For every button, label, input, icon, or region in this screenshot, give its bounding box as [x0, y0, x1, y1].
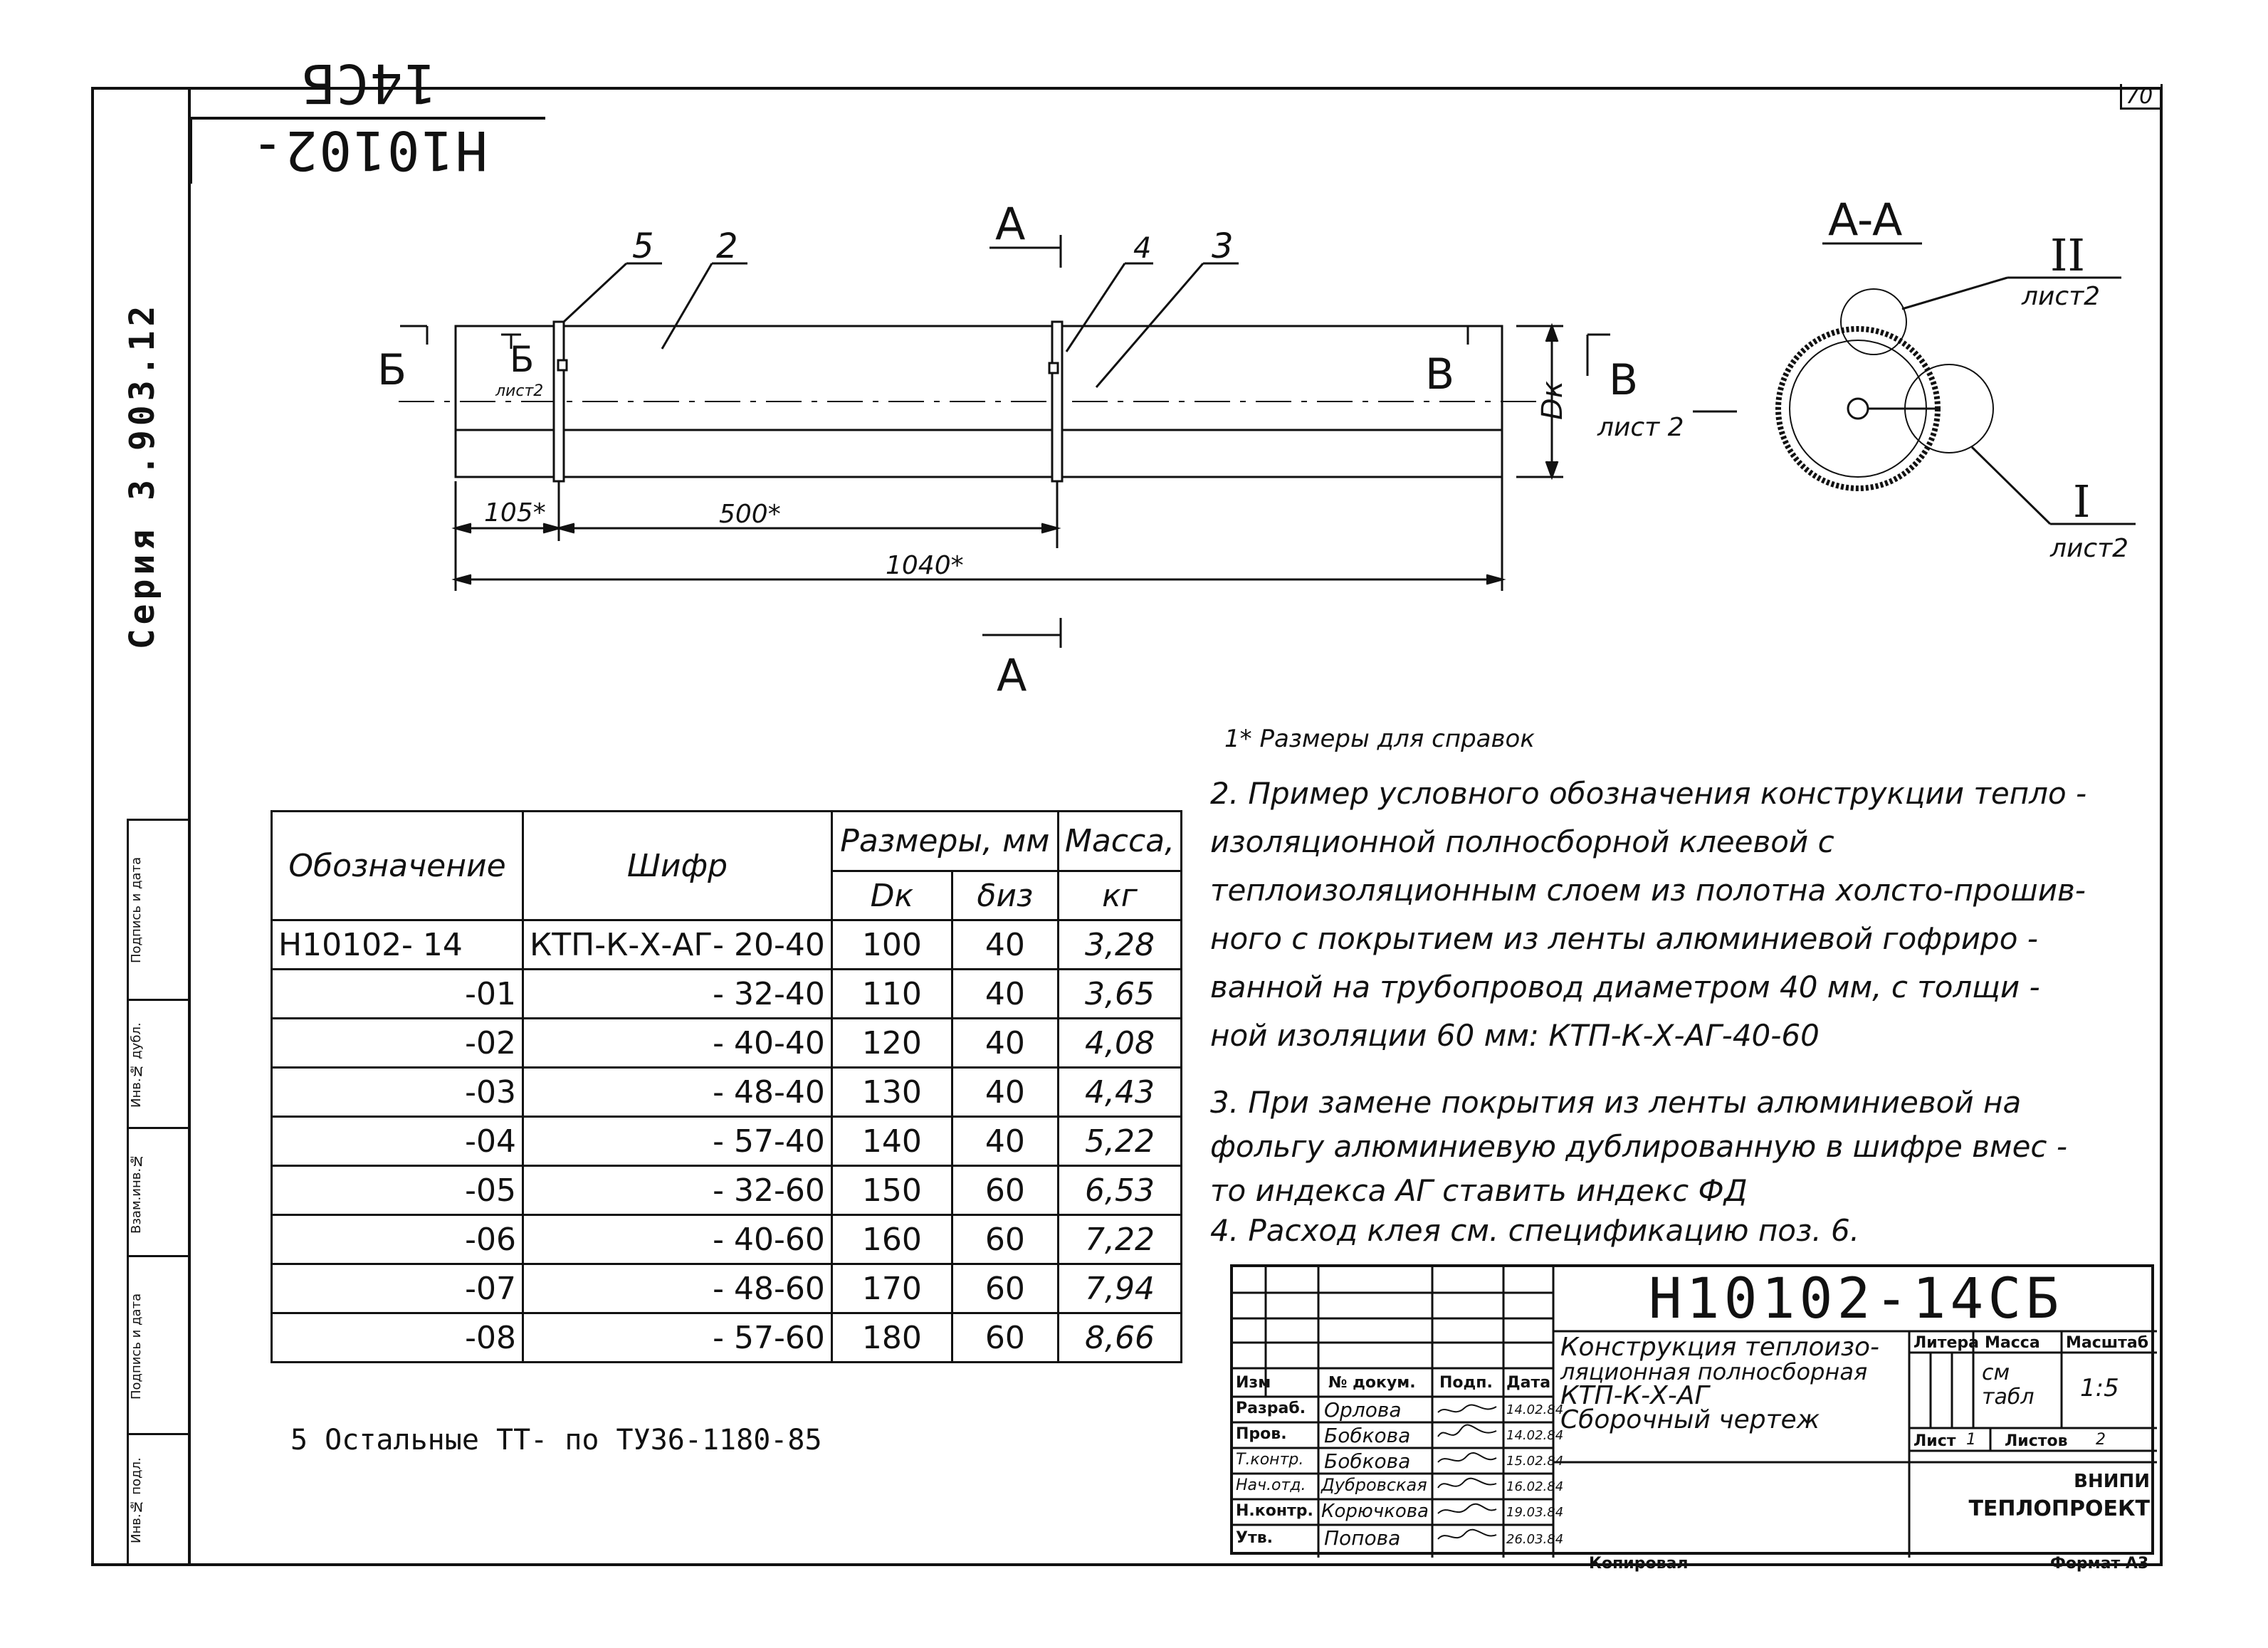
- view-v: В: [1425, 350, 1455, 399]
- cell-cipher: КТП-К-Х-АГ- 20-40: [523, 920, 832, 970]
- sheets-label: Листов: [2005, 1432, 2068, 1450]
- signature-marks: [1432, 1397, 1503, 1553]
- cell-cipher: - 40-40: [523, 1019, 832, 1068]
- side-label: Инв.№ дубл.: [129, 1022, 144, 1108]
- title-block-title: [1560, 1335, 1909, 1432]
- dim-105: 105*: [484, 498, 546, 528]
- diameter-label: Dк: [1536, 381, 1569, 420]
- section-pipe: [1848, 399, 1868, 419]
- role: Утв.: [1236, 1529, 1273, 1547]
- note-2-line: изоляционной полносборной клеевой с: [1210, 824, 1834, 859]
- note-1: 1* Размеры для справок: [1224, 725, 1535, 753]
- cell-cipher: - 32-40: [523, 970, 832, 1019]
- callout-5: 5: [632, 226, 654, 266]
- cell-dk: 130: [831, 1068, 952, 1117]
- cell-biz: 60: [952, 1313, 1058, 1363]
- callout-4: 4: [1133, 232, 1152, 265]
- role: Нач.отд.: [1236, 1476, 1306, 1494]
- detail-ii-label: II: [2050, 229, 2085, 281]
- table-row: [272, 1215, 1182, 1264]
- sign-date: 26.03.84: [1506, 1532, 1564, 1547]
- header-mass: Масса,: [1058, 812, 1181, 871]
- cell-biz: 60: [952, 1166, 1058, 1215]
- note-2: [1210, 776, 2086, 1066]
- cell-cipher: - 48-40: [523, 1068, 832, 1117]
- note-5: 5 Остальные ТТ- по ТУ36-1180-85: [290, 1424, 822, 1457]
- band-4: [1052, 322, 1062, 481]
- cell-cipher: - 40-60: [523, 1215, 832, 1264]
- title-block-code: Н10102-14СБ: [1648, 1267, 2064, 1331]
- detail-ii-circle: [1841, 289, 1906, 355]
- cell-biz: 40: [952, 970, 1058, 1019]
- cell-cipher: - 57-40: [523, 1117, 832, 1166]
- header-mass-unit: кг: [1058, 871, 1181, 920]
- table-row: [272, 1264, 1182, 1313]
- person-name: Дубровская: [1321, 1475, 1427, 1495]
- format-label: Формат А3: [2050, 1555, 2149, 1573]
- cell-mass: 7,94: [1058, 1264, 1181, 1313]
- cell-cipher: - 57-60: [523, 1313, 832, 1363]
- cell-biz: 40: [952, 1019, 1058, 1068]
- title-line: КТП-К-Х-АГ: [1560, 1381, 1709, 1410]
- header-sizes: Размеры, мм: [831, 812, 1058, 871]
- cell-dk: 120: [831, 1019, 952, 1068]
- cell-dk: 100: [831, 920, 952, 970]
- sign-date: 14.02.84: [1506, 1428, 1564, 1443]
- section-a-bottom: A: [997, 649, 1027, 701]
- sign-date: 16.02.84: [1506, 1479, 1564, 1494]
- band-4-lock: [1049, 363, 1058, 373]
- cell-biz: 60: [952, 1215, 1058, 1264]
- col-izm: Изм: [1236, 1374, 1271, 1392]
- dim-500: 500*: [719, 500, 781, 529]
- role: Н.контр.: [1236, 1502, 1313, 1520]
- mass-value: см табл: [1982, 1360, 2035, 1410]
- view-v-right: В: [1609, 355, 1639, 405]
- header-dk: Dк: [831, 871, 952, 920]
- callout-3: 3: [1212, 226, 1234, 266]
- note-2-line: ного с покрытием из ленты алюминиевой гофриро -: [1210, 921, 2038, 956]
- title-line: Сборочный чертеж: [1560, 1405, 1820, 1434]
- band-5: [554, 322, 564, 481]
- sign-date: 15.02.84: [1506, 1454, 1564, 1469]
- note-2-line: теплоизоляционным слоем из полотна холсто-прошив-: [1210, 873, 2086, 908]
- note-4: 4. Расход клея см. спецификацию поз. 6.: [1210, 1213, 1860, 1248]
- note-3-line: то индекса АГ ставить индекс ФД: [1210, 1173, 1748, 1208]
- cell-mass: 5,22: [1058, 1117, 1181, 1166]
- note-2-line: ванной на трубопровод диаметром 40 мм, с толщи -: [1210, 970, 2040, 1004]
- cell-dk: 170: [831, 1264, 952, 1313]
- header-cipher: Шифр: [523, 812, 832, 920]
- col-doc: № докум.: [1328, 1374, 1416, 1392]
- role: Пров.: [1236, 1425, 1287, 1443]
- table-row: [272, 1019, 1182, 1068]
- view-b-left: Б: [377, 345, 407, 395]
- person-name: Орлова: [1324, 1398, 1402, 1422]
- sheet-page-number: 70: [2126, 84, 2153, 109]
- table-row: [272, 970, 1182, 1019]
- col-sign: Подп.: [1439, 1374, 1493, 1392]
- view-b-inner: Б: [510, 339, 535, 380]
- cell-biz: 60: [952, 1264, 1058, 1313]
- dim-1040: 1040*: [886, 551, 964, 580]
- cell-designation: Н10102- 14: [272, 920, 523, 970]
- sheet-value: 1: [1966, 1431, 1976, 1449]
- view-v-sheet: лист 2: [1597, 413, 1684, 442]
- side-label: Взам.инв.№: [129, 1153, 144, 1234]
- cell-dk: 160: [831, 1215, 952, 1264]
- side-label: Подпись и дата: [129, 1293, 144, 1400]
- section-a-top: A: [995, 198, 1026, 250]
- side-label: Подпись и дата: [129, 856, 144, 963]
- mass-label: Масса: [1985, 1334, 2040, 1352]
- org-line-2: ТЕПЛОПРОЕКТ: [1968, 1496, 2150, 1521]
- cell-cipher: - 48-60: [523, 1264, 832, 1313]
- cell-designation: -06: [272, 1215, 523, 1264]
- note-3-line: 3. При замене покрытия из ленты алюминиевой на: [1210, 1085, 2022, 1120]
- section-title: A-A: [1828, 194, 1903, 246]
- view-b-sheet: лист2: [495, 382, 544, 400]
- person-name: Корючкова: [1321, 1501, 1429, 1522]
- cell-mass: 8,66: [1058, 1313, 1181, 1363]
- col-date: Дата: [1506, 1374, 1551, 1392]
- cell-mass: 3,65: [1058, 970, 1181, 1019]
- band-5-lock: [558, 360, 567, 370]
- note-2-line: ной изоляции 60 мм: КТП-К-Х-АГ-40-60: [1210, 1018, 1820, 1053]
- cell-designation: -07: [272, 1264, 523, 1313]
- cell-designation: -02: [272, 1019, 523, 1068]
- cell-dk: 110: [831, 970, 952, 1019]
- title-line: Конструкция теплоизо-: [1560, 1333, 1880, 1362]
- person-name: Бобкова: [1324, 1424, 1411, 1447]
- cell-biz: 40: [952, 1117, 1058, 1166]
- role: Разраб.: [1236, 1400, 1306, 1417]
- cell-cipher: - 32-60: [523, 1166, 832, 1215]
- sheets-value: 2: [2096, 1431, 2106, 1449]
- cell-mass: 4,08: [1058, 1019, 1181, 1068]
- spec-table: [271, 810, 1182, 1363]
- table-row: [272, 1117, 1182, 1166]
- table-row: [272, 1068, 1182, 1117]
- note-3-line: фольгу алюминиевую дублированную в шифре вмес -: [1210, 1129, 2068, 1164]
- sheet-label: Лист: [1913, 1432, 1956, 1450]
- title-block: [1230, 1264, 2154, 1555]
- scale-label: Масштаб: [2066, 1334, 2149, 1352]
- copied-label: Копировал: [1589, 1555, 1689, 1573]
- cell-designation: -04: [272, 1117, 523, 1166]
- org-line-1: ВНИПИ: [2074, 1471, 2150, 1492]
- detail-i-sheet: лист2: [2050, 534, 2129, 563]
- callout-2: 2: [716, 226, 738, 266]
- header-designation: Обозначение: [272, 812, 523, 920]
- cell-designation: -08: [272, 1313, 523, 1363]
- person-name: Бобкова: [1324, 1449, 1411, 1473]
- cell-biz: 40: [952, 1068, 1058, 1117]
- table-row: [272, 1313, 1182, 1363]
- cell-mass: 7,22: [1058, 1215, 1181, 1264]
- sign-date: 14.02.84: [1506, 1402, 1564, 1417]
- side-label: Инв.№ подл.: [129, 1457, 144, 1544]
- detail-i-label: I: [2073, 476, 2091, 528]
- role: Т.контр.: [1236, 1451, 1304, 1469]
- note-3: [1210, 1085, 2067, 1213]
- mirrored-code-stamp: Н10102-14СБ: [189, 117, 545, 184]
- litera-label: Литера: [1913, 1334, 1979, 1352]
- note-2-line: 2. Пример условного обозначения конструкции тепло -: [1210, 776, 2087, 811]
- detail-ii-sheet: лист2: [2022, 282, 2101, 311]
- cell-dk: 150: [831, 1166, 952, 1215]
- series-label: Серия 3.903.12: [122, 301, 162, 650]
- cell-mass: 3,28: [1058, 920, 1181, 970]
- cell-designation: -01: [272, 970, 523, 1019]
- cell-mass: 4,43: [1058, 1068, 1181, 1117]
- table-row: [272, 1166, 1182, 1215]
- title-line: ляционная полносборная: [1560, 1358, 1868, 1385]
- table-row: [272, 920, 1182, 970]
- cell-mass: 6,53: [1058, 1166, 1181, 1215]
- cell-dk: 180: [831, 1313, 952, 1363]
- scale-value: 1:5: [2080, 1374, 2119, 1402]
- person-name: Попова: [1324, 1526, 1401, 1550]
- header-biz: δиз: [952, 871, 1058, 920]
- cell-designation: -03: [272, 1068, 523, 1117]
- sign-date: 19.03.84: [1506, 1505, 1564, 1520]
- cell-dk: 140: [831, 1117, 952, 1166]
- cell-designation: -05: [272, 1166, 523, 1215]
- cell-biz: 40: [952, 920, 1058, 970]
